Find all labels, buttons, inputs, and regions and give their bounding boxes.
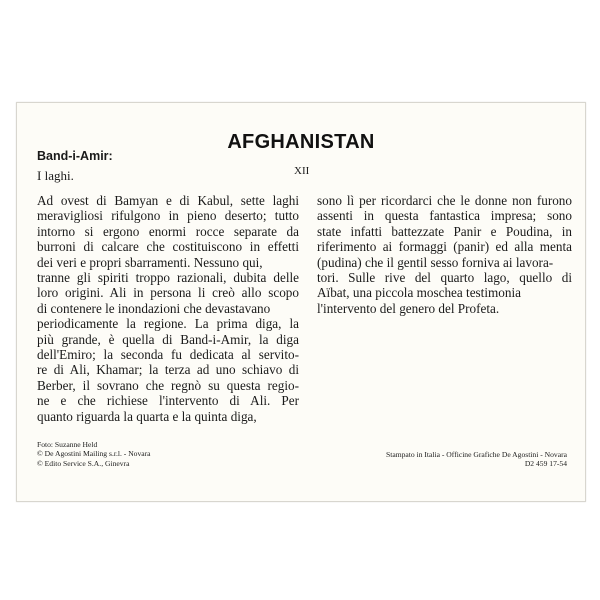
printed-in: Stampato in Italia - Officine Grafiche De Agostini - Novara xyxy=(386,450,567,459)
text-line: sono lì per ricordarci che le donne non furono xyxy=(317,193,572,208)
card-title: AFGHANISTAN xyxy=(227,131,375,153)
text-line: tranne gli spiriti troppo razionali, dubita delle xyxy=(37,270,299,286)
copyright-line: © De Agostini Mailing s.r.l. - Novara xyxy=(37,449,151,459)
card-number: XII xyxy=(294,165,310,177)
text-line: intorno si ergono enormi rocce separate da xyxy=(37,223,299,239)
product-code: D2 459 17-54 xyxy=(524,459,567,469)
text-line: loro origini. Ali in persona li creò allo scopo xyxy=(37,285,299,301)
text-line: tori. Sulle rive del quarto lago, quello di xyxy=(317,270,572,286)
printer-info xyxy=(386,450,567,469)
text-column-left xyxy=(37,193,299,424)
text-line: burroni di calcare che costituiscono in effetti xyxy=(37,239,299,255)
text-line: dei veri e propri sbarramenti. Nessuno qui, xyxy=(37,254,263,270)
text-line: ne e che richiese l'intervento di Ali. Per xyxy=(37,393,299,409)
card-subject: Band-i-Amir: xyxy=(37,149,113,163)
text-column-right xyxy=(317,193,572,316)
text-line: periodicamente la regione. La prima diga, la xyxy=(37,316,299,332)
text-line: Aïbat, una piccola moschea testimonia xyxy=(317,285,521,301)
text-line: quanto riguarda la quarta e la quinta diga, xyxy=(37,408,257,424)
text-line: riferimento ai formaggi (panir) ed alla menta xyxy=(317,239,572,255)
text-line: più grande, è quella di Band-i-Amir, la diga xyxy=(37,331,299,347)
text-line: (pudina) che il gentil sesso forniva ai lavora- xyxy=(317,254,554,270)
photo-credit: Foto: Suzanne Held xyxy=(37,440,98,449)
postcard-back xyxy=(16,102,586,502)
text-line: re di Ali, Khamar; la terza ad uno schiavo di xyxy=(37,362,299,378)
card-subtitle: I laghi. xyxy=(37,168,74,183)
text-line: dell'Emiro; la seconda fu dedicata al servito- xyxy=(37,347,299,363)
text-line: assenti in questa fantastica impresa; sono xyxy=(317,208,572,224)
text-line: state infatti battezzate Panir e Poudina, in xyxy=(317,223,572,239)
text-line: Berber, il sovrano che regnò su questa regio- xyxy=(37,377,299,393)
text-line: di contenere le inondazioni che devastavano xyxy=(37,300,271,316)
text-line: l'intervento del genero del Profeta. xyxy=(317,300,500,316)
text-line: Ad ovest di Bamyan e di Kabul, sette laghi xyxy=(37,193,299,208)
copyright-line: © Edito Service S.A., Ginevra xyxy=(37,458,130,468)
text-line: meravigliosi rifulgono in pieno deserto; tutto xyxy=(37,208,299,224)
credits xyxy=(37,440,151,468)
